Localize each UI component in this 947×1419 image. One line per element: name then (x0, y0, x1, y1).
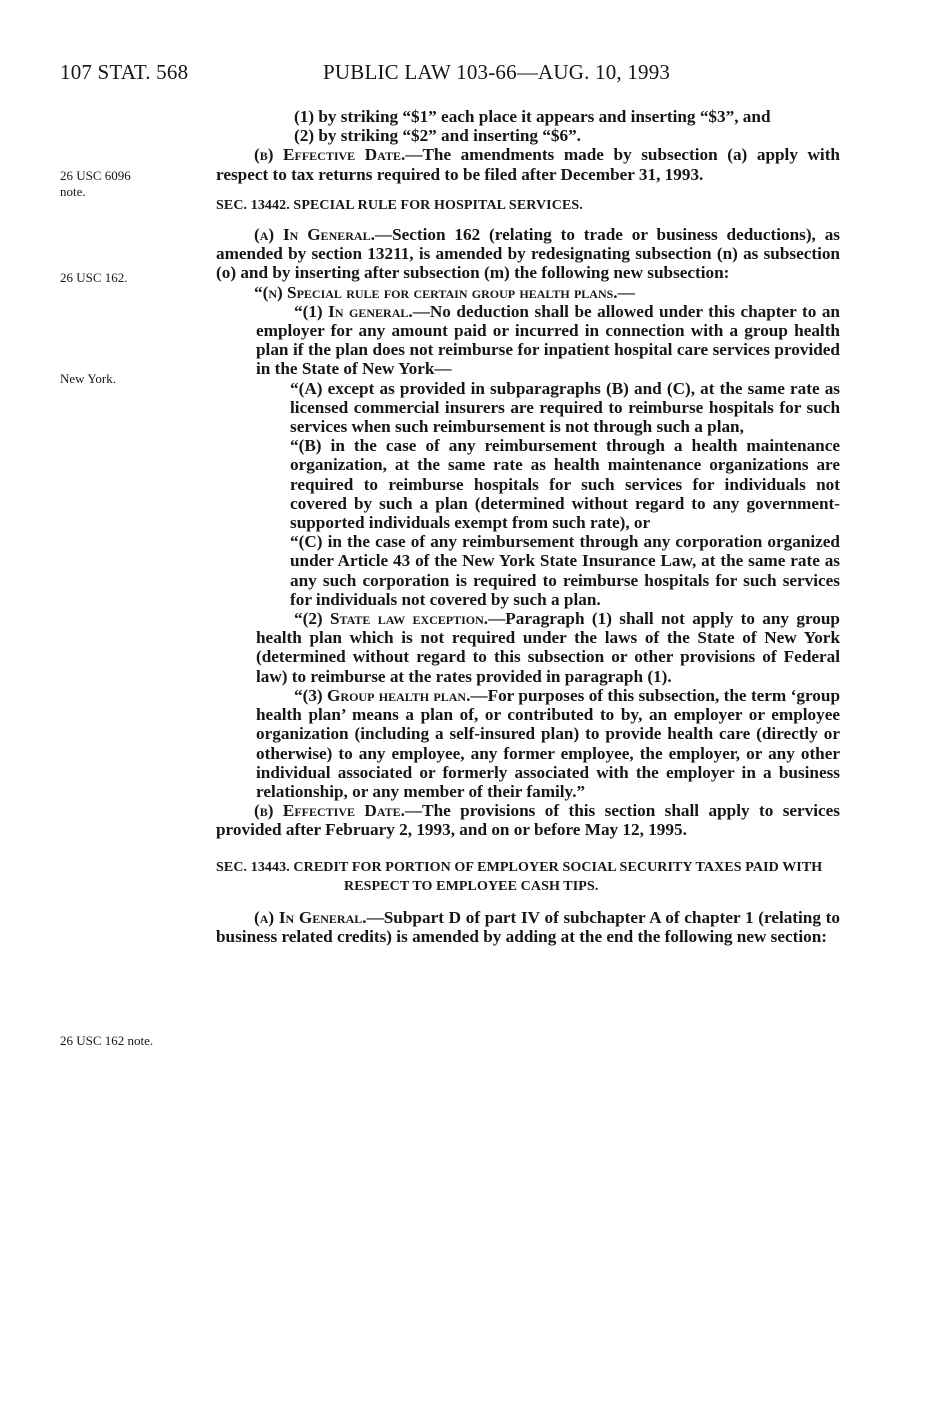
main-text-column (216, 107, 840, 946)
subsection-b-label: (b) Effective Date. (254, 145, 406, 165)
section-13443-heading: SEC. 13443. CREDIT FOR PORTION OF EMPLOYER SOCIAL SECURITY TAXES PAID WITH RESPECT TO EMPLOYEE CASH TIPS. (216, 859, 823, 894)
margin-note-new-york: New York. (60, 371, 116, 386)
paragraph-n-1-label: “(1) In general. (294, 301, 413, 321)
section-13442-heading: SEC. 13442. SPECIAL RULE FOR HOSPITAL SERVICES. (216, 197, 583, 213)
subsection-n-heading: “(n) Special rule for certain group health plans.— (254, 282, 635, 302)
paragraph-n-3: “(3) Group health plan.—For purposes of this subsection, the term ‘group health plan’ means a plan of, or contributed to by, an employer or employee organization (including a self-insured plan) to provide health care (directly or otherwise) to any employee, any former employee, the employer, or any other individual associated or formerly associated with the employer in a business relationship, or any member of their family.” (256, 685, 840, 801)
paragraph-n-2: “(2) State law exception.—Paragraph (1) shall not apply to any group health plan which is not required under the laws of the State of New York (determined without regard to this subsection or other provisions of Federal law) to reimburse at the rates provided in paragraph (1). (256, 609, 840, 686)
page-stat-citation: 107 STAT. 568 (60, 60, 189, 84)
paragraph-2: (2) by striking “$2” and inserting “$6”. (294, 126, 581, 146)
paragraph-1: (1) by striking “$1” each place it appears and inserting “$3”, and (294, 107, 771, 126)
margin-note-usc-6096: 26 USC 6096 note. (60, 168, 131, 199)
subsection-b-label-2: (b) Effective Date. (254, 801, 405, 821)
subparagraph-b: “(B) in the case of any reimbursement through a health maintenance organization, at the same rate as health maintenance organizations are required to reimburse hospitals for such services for individuals not covered by such a plan (determined without regard to any government-supported individuals exempt from such rate), or (290, 436, 840, 533)
subparagraph-a: “(A) except as provided in subparagraphs (B) and (C), at the same rate as licensed commercial insurers are required to reimburse hospitals for such services when such reimbursement is not through such a plan, (290, 378, 840, 437)
section-13442-subsection-b: (b) Effective Date.—The provisions of this section shall apply to services provided after February 2, 1993, and on or before May 12, 1995. (216, 801, 840, 840)
paragraph-n-1: “(1) In general.—No deduction shall be allowed under this chapter to an employer for any amount paid or incurred in connection with a group health plan if the plan does not reimburse for inpatient hospital care services provided in the State of New York— (256, 301, 840, 379)
section-13443-subsection-a: (a) In General.—Subpart D of part IV of subchapter A of chapter 1 (relating to business related credits) is amended by adding at the end the following new section: (216, 907, 840, 947)
section-13442-subsection-a: (a) In General.—Section 162 (relating to trade or business deductions), as amended by section 13211, is amended by redesignating subsection (n) as subsection (o) and by inserting after subsection (m) the following new subsection: (216, 225, 840, 283)
margin-note-usc-162-note: 26 USC 162 note. (60, 1033, 154, 1048)
paragraph-n-2-label: “(2) State law exception. (294, 609, 489, 629)
subparagraph-c: “(C) in the case of any reimbursement through any corporation organized under Article 43 of the New York State Insurance Law, at the same rate as any such corporation is required to reimburse hospitals for such services for individuals not covered by such a plan. (290, 532, 840, 609)
margin-note-usc-162: 26 USC 162. (60, 270, 128, 285)
subsection-a-label: (a) In General. (254, 225, 375, 245)
subsection-b-effective-date: (b) Effective Date.—The amendments made by subsection (a) apply with respect to tax returns required to be filed after December 31, 1993. (216, 145, 840, 184)
paragraph-n-3-label: “(3) Group health plan. (294, 685, 471, 705)
page-running-head: PUBLIC LAW 103-66—AUG. 10, 1993 (323, 60, 671, 84)
subsection-a-label-2: (a) In General. (254, 907, 367, 927)
